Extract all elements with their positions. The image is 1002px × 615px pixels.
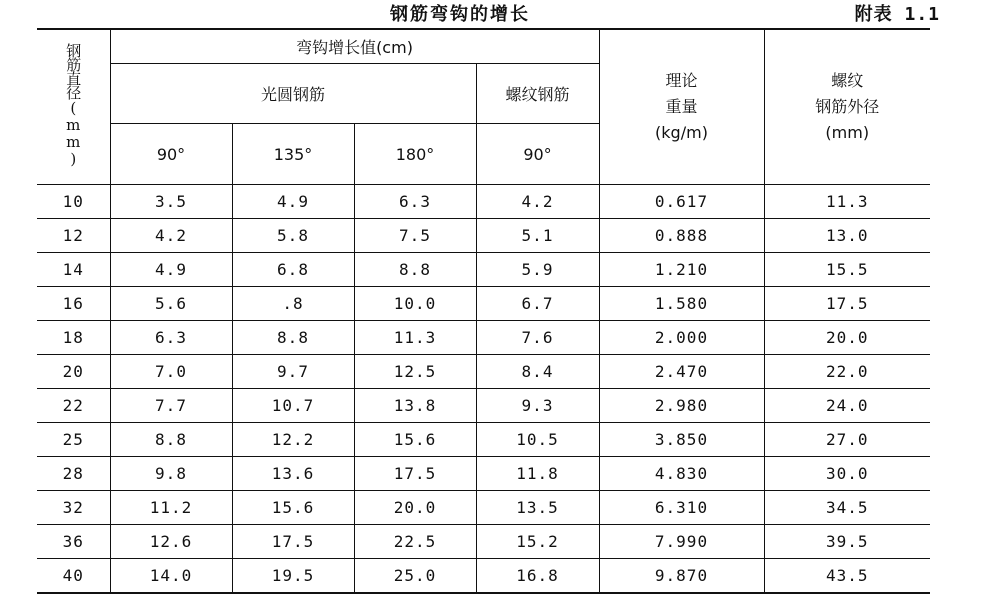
cell-diameter: 28 — [37, 457, 110, 491]
cell-ribbed-90: 6.7 — [476, 287, 599, 321]
cell-weight: 1.210 — [599, 253, 764, 287]
cell-diameter: 32 — [37, 491, 110, 525]
cell-weight: 3.850 — [599, 423, 764, 457]
table-row — [37, 321, 930, 355]
theoretical-weight-line-2: 重量 — [665, 97, 698, 116]
header-angle-ribbed-90: 90° — [476, 124, 599, 185]
theoretical-weight-stack — [655, 68, 708, 146]
cell-plain-135: 5.8 — [232, 219, 354, 253]
ribbed-outer-diameter-line-2: 钢筋外径 — [815, 97, 880, 116]
ribbed-outer-diameter-line-3: (mm) — [825, 123, 870, 142]
cell-outer-diameter: 11.3 — [764, 185, 930, 219]
cell-weight: 2.980 — [599, 389, 764, 423]
cell-ribbed-90: 15.2 — [476, 525, 599, 559]
cell-weight: 4.830 — [599, 457, 764, 491]
cell-ribbed-90: 4.2 — [476, 185, 599, 219]
cell-plain-90: 11.2 — [110, 491, 232, 525]
table-row — [37, 389, 930, 423]
ribbed-outer-diameter-line-1: 螺纹 — [831, 71, 864, 90]
cell-outer-diameter: 20.0 — [764, 321, 930, 355]
cell-outer-diameter: 34.5 — [764, 491, 930, 525]
cell-plain-180: 7.5 — [354, 219, 476, 253]
table-row — [37, 185, 930, 219]
cell-plain-90: 4.2 — [110, 219, 232, 253]
cell-weight: 2.470 — [599, 355, 764, 389]
cell-weight: 0.888 — [599, 219, 764, 253]
cell-ribbed-90: 7.6 — [476, 321, 599, 355]
cell-plain-180: 13.8 — [354, 389, 476, 423]
ribbed-outer-diameter-stack — [815, 68, 879, 146]
cell-weight: 6.310 — [599, 491, 764, 525]
cell-diameter: 40 — [37, 559, 110, 594]
table-row — [37, 525, 930, 559]
cell-outer-diameter: 13.0 — [764, 219, 930, 253]
cell-outer-diameter: 24.0 — [764, 389, 930, 423]
cell-diameter: 16 — [37, 287, 110, 321]
cell-plain-90: 8.8 — [110, 423, 232, 457]
cell-plain-90: 14.0 — [110, 559, 232, 594]
table-row — [37, 355, 930, 389]
cell-ribbed-90: 10.5 — [476, 423, 599, 457]
cell-plain-180: 12.5 — [354, 355, 476, 389]
header-ribbed-bar: 螺纹钢筋 — [476, 64, 599, 124]
cell-plain-135: .8 — [232, 287, 354, 321]
table-row — [37, 423, 930, 457]
cell-diameter: 10 — [37, 185, 110, 219]
cell-plain-90: 4.9 — [110, 253, 232, 287]
cell-weight: 7.990 — [599, 525, 764, 559]
cell-plain-135: 19.5 — [232, 559, 354, 594]
cell-plain-180: 11.3 — [354, 321, 476, 355]
header-angle-plain-180: 180° — [354, 124, 476, 185]
cell-plain-135: 6.8 — [232, 253, 354, 287]
cell-plain-180: 10.0 — [354, 287, 476, 321]
rebar-hook-table — [37, 28, 930, 594]
cell-outer-diameter: 27.0 — [764, 423, 930, 457]
cell-plain-180: 6.3 — [354, 185, 476, 219]
cell-plain-135: 9.7 — [232, 355, 354, 389]
header-angle-plain-90: 90° — [110, 124, 232, 185]
cell-plain-135: 15.6 — [232, 491, 354, 525]
cell-ribbed-90: 16.8 — [476, 559, 599, 594]
header-row-1 — [37, 29, 930, 64]
header-hook-increase: 弯钩增长值(cm) — [110, 29, 599, 64]
header-ribbed-outer-diameter — [764, 29, 930, 185]
cell-plain-135: 4.9 — [232, 185, 354, 219]
header-theoretical-weight — [599, 29, 764, 185]
cell-diameter: 20 — [37, 355, 110, 389]
table-reference: 附表 1.1 — [854, 4, 940, 25]
table-row — [37, 559, 930, 594]
cell-plain-180: 8.8 — [354, 253, 476, 287]
cell-weight: 0.617 — [599, 185, 764, 219]
cell-diameter: 25 — [37, 423, 110, 457]
cell-outer-diameter: 39.5 — [764, 525, 930, 559]
table-row — [37, 287, 930, 321]
header-angle-plain-135: 135° — [232, 124, 354, 185]
cell-ribbed-90: 9.3 — [476, 389, 599, 423]
cell-ribbed-90: 5.9 — [476, 253, 599, 287]
cell-plain-135: 13.6 — [232, 457, 354, 491]
cell-plain-90: 7.7 — [110, 389, 232, 423]
cell-plain-135: 17.5 — [232, 525, 354, 559]
theoretical-weight-line-1: 理论 — [665, 71, 698, 90]
cell-weight: 1.580 — [599, 287, 764, 321]
cell-ribbed-90: 8.4 — [476, 355, 599, 389]
cell-ribbed-90: 11.8 — [476, 457, 599, 491]
cell-diameter: 36 — [37, 525, 110, 559]
theoretical-weight-line-3: (kg/m) — [655, 123, 708, 142]
cell-plain-90: 3.5 — [110, 185, 232, 219]
cell-outer-diameter: 17.5 — [764, 287, 930, 321]
cell-outer-diameter: 30.0 — [764, 457, 930, 491]
cell-plain-90: 9.8 — [110, 457, 232, 491]
cell-plain-180: 22.5 — [354, 525, 476, 559]
table-row — [37, 219, 930, 253]
cell-plain-180: 15.6 — [354, 423, 476, 457]
page-title: 钢筋弯钩的增长 — [390, 4, 530, 25]
cell-plain-90: 5.6 — [110, 287, 232, 321]
cell-plain-135: 8.8 — [232, 321, 354, 355]
cell-diameter: 12 — [37, 219, 110, 253]
cell-plain-90: 7.0 — [110, 355, 232, 389]
cell-outer-diameter: 15.5 — [764, 253, 930, 287]
cell-weight: 9.870 — [599, 559, 764, 594]
header-plain-bar: 光圆钢筋 — [110, 64, 476, 124]
header-diameter-label: 钢筋直径(mm) — [64, 43, 83, 167]
header-diameter — [37, 29, 110, 185]
cell-plain-135: 10.7 — [232, 389, 354, 423]
cell-plain-180: 20.0 — [354, 491, 476, 525]
cell-plain-180: 25.0 — [354, 559, 476, 594]
cell-plain-180: 17.5 — [354, 457, 476, 491]
cell-diameter: 18 — [37, 321, 110, 355]
cell-outer-diameter: 22.0 — [764, 355, 930, 389]
table-row — [37, 253, 930, 287]
cell-plain-90: 12.6 — [110, 525, 232, 559]
cell-ribbed-90: 13.5 — [476, 491, 599, 525]
table-row — [37, 491, 930, 525]
cell-ribbed-90: 5.1 — [476, 219, 599, 253]
cell-outer-diameter: 43.5 — [764, 559, 930, 594]
cell-diameter: 22 — [37, 389, 110, 423]
cell-diameter: 14 — [37, 253, 110, 287]
cell-plain-90: 6.3 — [110, 321, 232, 355]
cell-plain-135: 12.2 — [232, 423, 354, 457]
cell-weight: 2.000 — [599, 321, 764, 355]
table-row — [37, 457, 930, 491]
